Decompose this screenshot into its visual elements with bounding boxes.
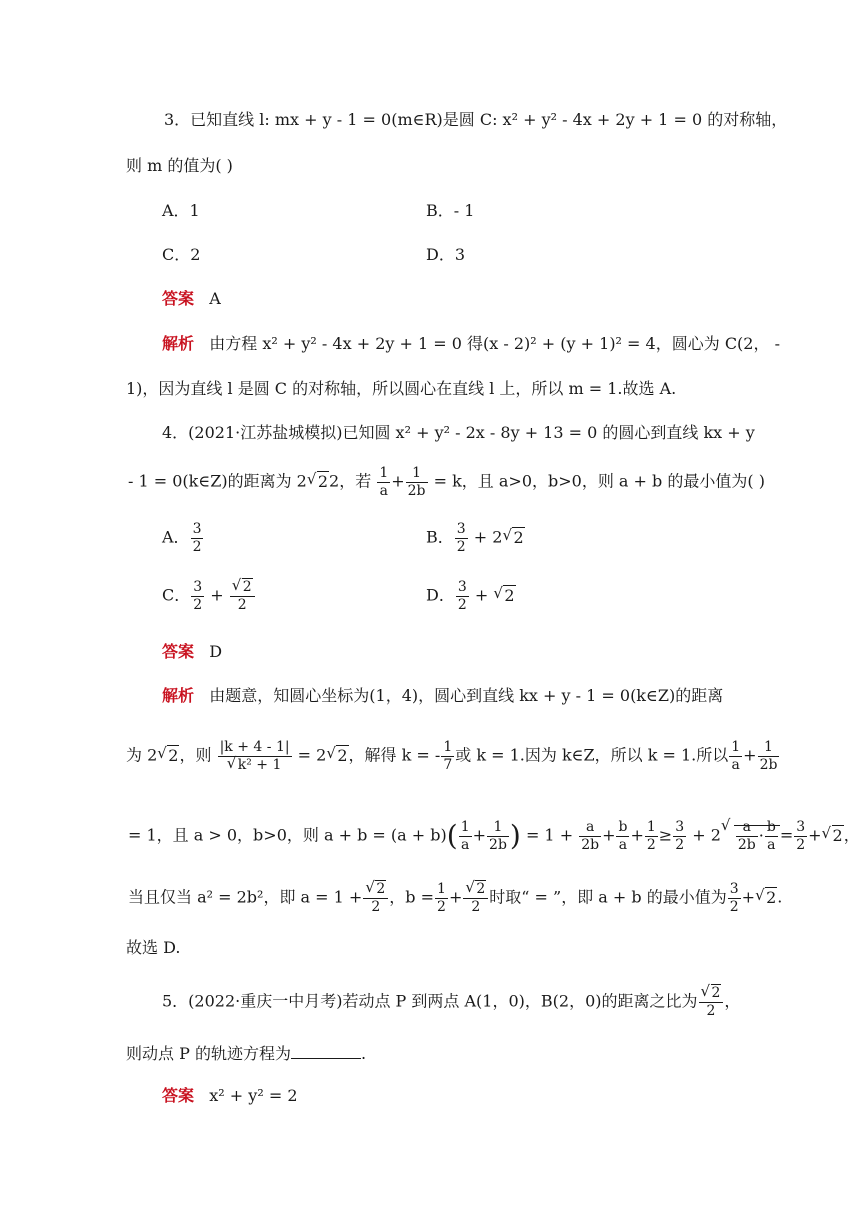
answer-label: 答案 <box>162 642 195 661</box>
answer-label: 答案 <box>162 1086 195 1105</box>
fraction-b-over-a: $\frac{b}{a}$ <box>618 819 628 853</box>
q3-option-d: D．3 <box>426 245 466 264</box>
q3-option-c: C．2 <box>162 245 201 264</box>
fraction-1-over-a: $\frac{1}{a}$ <box>731 739 741 773</box>
q4-option-c: C． $\frac{3}{2}$ + √ $\frac{2}{2}$ <box>162 580 256 612</box>
q3-answer <box>162 291 221 307</box>
fraction-sqrt2-over-2: √ $\frac{2}{2}$ <box>463 882 488 914</box>
sqrt-symbol: √ $\frac{a}{2b}$ · $\frac{b}{a}$ <box>722 820 780 852</box>
sqrt-symbol: √ 2 <box>308 474 329 490</box>
fraction-1-over-a: $\frac{1}{a}$ <box>460 819 470 853</box>
q5-answer <box>162 1088 298 1104</box>
fraction-1-over-7: $\frac{1}{7}$ <box>443 739 453 773</box>
q3-analysis-line2: 1)，因为直线 l 是圆 C 的对称轴，所以圆心在直线 l 上，所以 m = 1.故选 A. <box>126 379 677 398</box>
q4-option-a: A． $\frac{3}{2}$ <box>162 521 202 555</box>
q5-stem-line1: 5．(2022·重庆一中月考)若动点 P 到两点 A(1，0)，B(2，0)的距离之比为 √ $\frac{2}{2}$ ， <box>162 986 740 1018</box>
sqrt-symbol: √ 2 <box>327 748 348 764</box>
fraction-1-over-2: $\frac{1}{2}$ <box>437 881 446 915</box>
fraction-1-over-2b: $\frac{1}{2b}$ <box>407 465 426 499</box>
fraction-sqrt2-over-2: √ $\frac{2}{2}$ <box>699 986 724 1018</box>
analysis-label: 解析 <box>162 334 195 353</box>
q4-stem-line2: - 1 = 0(k∈Z)的距离为 2√ 22，若 $\frac{1}{a}$ + $\frac{1}{2b}$ = k，且 a>0，b>0，则 a + b 的最小值为( ) <box>128 466 765 498</box>
answer-blank <box>291 1044 361 1059</box>
q4-stem-line1: 4．(2021·江苏盐城模拟)已知圆 x² + y² - 2x - 8y + 13 = 0 的圆心到直线 kx + y <box>162 423 755 442</box>
sqrt-symbol: √ 2 <box>503 530 524 546</box>
q4-option-d: D． $\frac{3}{2}$ + √ 2 <box>426 580 516 612</box>
sqrt-symbol: √ 2 <box>756 890 777 906</box>
q4-answer-value: D <box>209 642 223 661</box>
fraction-1-over-2b: $\frac{1}{2b}$ <box>759 739 778 773</box>
answer-label: 答案 <box>162 289 195 308</box>
fraction-distance: |k + 4 - 1| √ k² + 1 <box>218 740 292 772</box>
sqrt-symbol: √ 2 <box>494 588 515 604</box>
q4-answer <box>162 644 222 660</box>
q3-option-a: A．1 <box>162 201 200 220</box>
q3-stem-math: l: mx + y - 1 = 0(m∈R)是圆 C: x² + y² - 4x + 2y + 1 = 0 的对称轴， <box>259 110 788 129</box>
fraction-3-over-2: $\frac{3}{2}$ <box>193 579 203 613</box>
fraction-1-over-a: $\frac{1}{a}$ <box>379 465 389 499</box>
sqrt-symbol: √ 2 <box>823 828 844 844</box>
fraction-3-over-2: $\frac{3}{2}$ <box>796 819 806 853</box>
fraction-sqrt2-over-2: √ $\frac{2}{2}$ <box>363 882 388 914</box>
fraction-3-over-2: $\frac{3}{2}$ <box>675 819 685 853</box>
fraction-3-over-2: $\frac{3}{2}$ <box>192 521 202 555</box>
sqrt-symbol: √ 2 <box>158 748 179 764</box>
fraction-3-over-2: $\frac{3}{2}$ <box>457 579 467 613</box>
q4-analysis-line1: 解析 由题意，知圆心坐标为(1，4)，圆心到直线 kx + y - 1 = 0(k∈Z)的距离 <box>162 686 724 705</box>
q3-analysis-line1: 解析 由方程 x² + y² - 4x + 2y + 1 = 0 得(x - 2)² + (y + 1)² = 4，圆心为 C(2， - <box>162 334 780 353</box>
q3-stem-line1: 3．已知直线 l: mx + y - 1 = 0(m∈R)是圆 C: x² + y² - 4x + 2y + 1 = 0 的对称轴， <box>164 110 788 129</box>
q3-stem-line2: 则 m 的值为( ) <box>126 156 233 175</box>
analysis-label: 解析 <box>162 686 195 705</box>
fraction-sqrt2-over-2: √ $\frac{2}{2}$ <box>230 580 255 612</box>
q3-option-b: B．- 1 <box>426 201 475 220</box>
q3-answer-value: A <box>209 289 221 308</box>
fraction-1-over-2b: $\frac{1}{2b}$ <box>489 819 507 853</box>
q5-answer-value: x² + y² = 2 <box>209 1086 298 1105</box>
q4-option-b: B． $\frac{3}{2}$ + 2√ 2 <box>426 522 525 554</box>
q4-analysis-line4: 当且仅当 a² = 2b²，即 a = 1 + √ $\frac{2}{2}$ ，b = $\frac{1}{2}$ + √ $\frac{2}{2}$ 时取“ = ”，即 a + b 的最小值为 $\frac{3}{2}$ +√ 2. <box>128 882 782 914</box>
fraction-a-over-2b: $\frac{a}{2b}$ <box>581 819 600 853</box>
fraction-1-over-2: $\frac{1}{2}$ <box>646 819 656 853</box>
q5-stem-line2: 则动点 P 的轨迹方程为 . <box>126 1044 367 1063</box>
q4-analysis-line5: 故选 D. <box>126 938 181 957</box>
fraction-3-over-2: $\frac{3}{2}$ <box>456 521 466 555</box>
fraction-3-over-2: $\frac{3}{2}$ <box>729 881 739 915</box>
q4-analysis-line3: = 1，且 a > 0，b>0，则 a + b = (a + b)( $\frac{1}{a}$ + $\frac{1}{2b}$ ) = 1 + $\frac{a}{2b}$ + $\frac{b}{a}$ + $\frac{1}{2}$ ≥ $\frac{3}{2}$ + 2 √ $\frac{a}{2b}$ · $\frac{b}{a}$ = $\frac{3}{2}$ +√ 2， <box>128 820 860 852</box>
q4-analysis-line2: 为 2√ 2，则 |k + 4 - 1| √ k² + 1 = 2√ 2，解得 k = - $\frac{1}{7}$ 或 k = 1.因为 k∈Z，所以 k = 1.所以 $\frac{1}{a}$ + $\frac{1}{2b}$ <box>126 740 780 772</box>
